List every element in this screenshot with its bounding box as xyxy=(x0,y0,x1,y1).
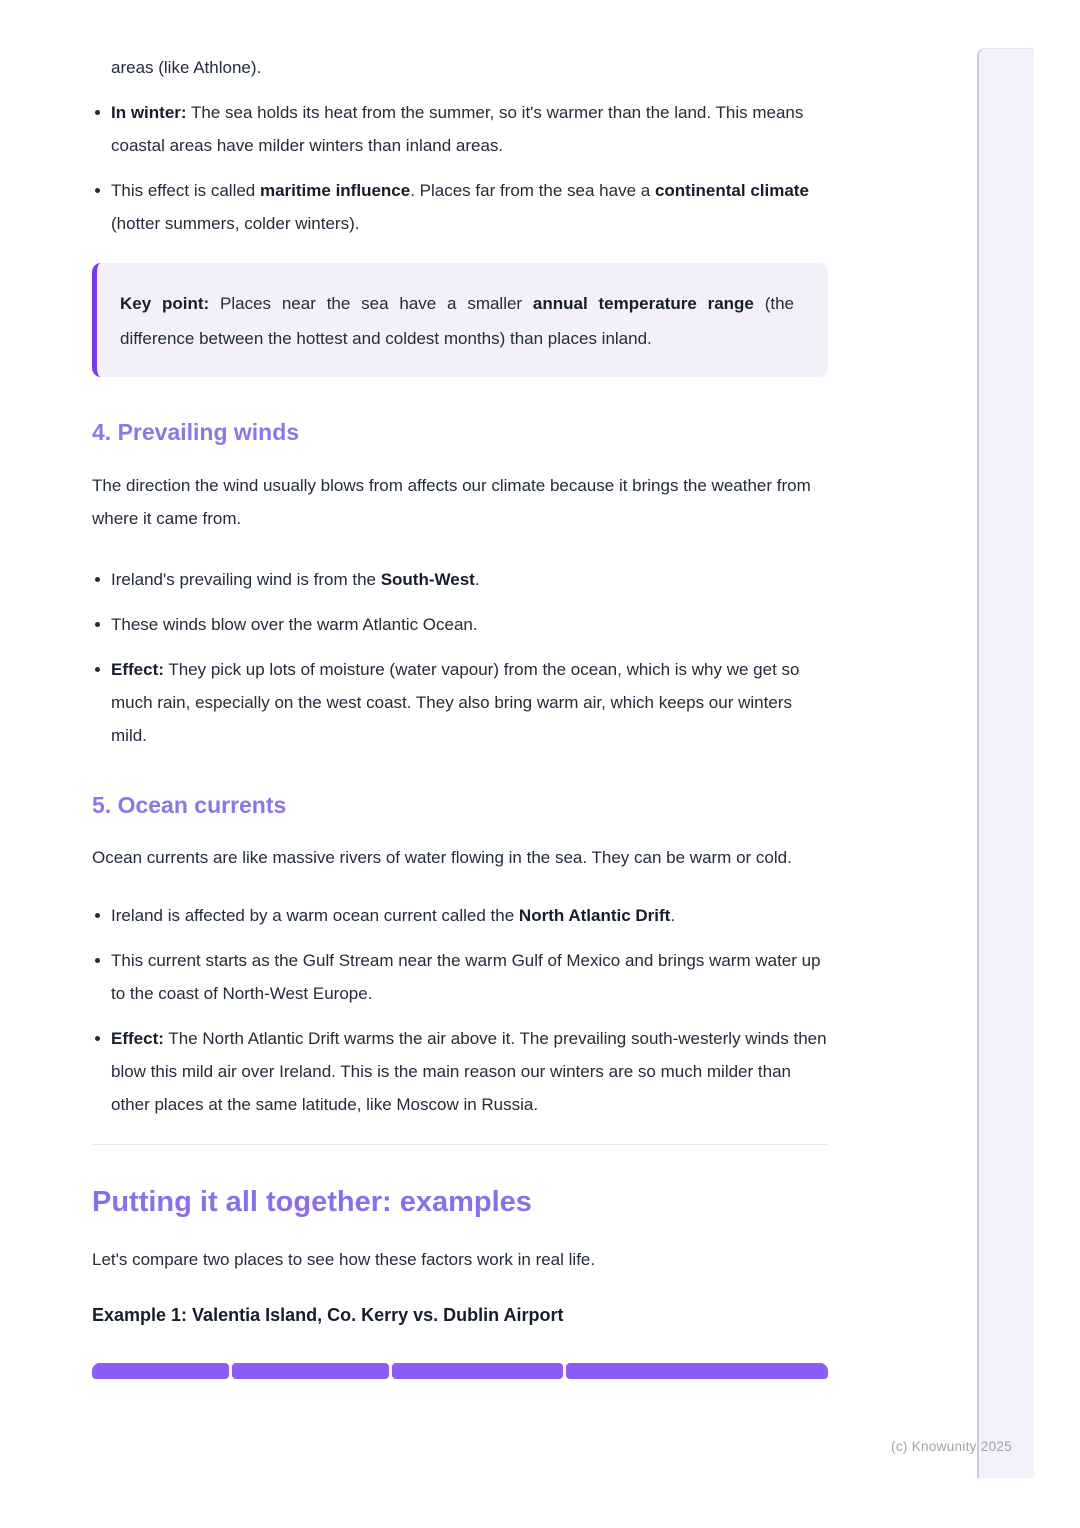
list-item-continuation xyxy=(92,51,828,84)
list-item xyxy=(92,944,828,1010)
list-item xyxy=(92,96,828,162)
list-item xyxy=(92,1022,828,1121)
bold-text-run: Effect: xyxy=(111,660,164,679)
text-run: These winds blow over the warm Atlantic Ocean. xyxy=(111,615,478,634)
table-header-cell xyxy=(232,1363,389,1379)
text-run: . xyxy=(670,906,676,925)
table-header-cell xyxy=(566,1363,828,1379)
key-point-text xyxy=(120,286,794,356)
bold-text-run: In winter: xyxy=(111,103,187,122)
table-header-cell xyxy=(92,1363,229,1379)
text-run: . Places far from the sea have a xyxy=(410,181,655,200)
ocean-currents-intro: Ocean currents are like massive rivers of water flowing in the sea. They can be warm or cold. xyxy=(92,848,792,867)
list-item xyxy=(92,653,828,752)
examples-heading: Putting it all together: examples xyxy=(92,1186,532,1218)
bold-text-run: continental climate xyxy=(654,181,809,200)
prevailing-winds-list xyxy=(92,563,828,752)
text-run: (the difference between the hottest and coldest months) than places inland. xyxy=(120,294,794,348)
example-1-heading: Example 1: Valentia Island, Co. Kerry vs. Dublin Airport xyxy=(92,1305,564,1325)
bold-text-run: South-West xyxy=(380,570,475,589)
key-point-callout xyxy=(92,263,828,377)
text-run: . xyxy=(474,570,480,589)
text-run: This effect is called xyxy=(111,181,260,200)
bold-text-run: Key point: xyxy=(120,294,210,313)
list-item xyxy=(92,899,828,932)
text-run: They pick up lots of moisture (water vapour) from the ocean, which is why we get so much rain, especially on the west coast. They also bring warm air, which keeps our winters mild. xyxy=(111,660,800,745)
text-run: Ireland's prevailing wind is from the xyxy=(111,570,381,589)
text-run: This current starts as the Gulf Stream near the warm Gulf of Mexico and brings warm water up to the coast of North-West Europe. xyxy=(111,951,821,1003)
bold-text-run: annual temperature range xyxy=(532,294,754,313)
section-heading-ocean-currents: 5. Ocean currents xyxy=(92,792,287,818)
section-divider xyxy=(92,1144,828,1145)
text-run: Ireland is affected by a warm ocean current called the xyxy=(111,906,519,925)
bold-text-run: Effect: xyxy=(111,1029,164,1048)
text-run: (hotter summers, colder winters). xyxy=(111,214,360,233)
text-run: Places near the sea have a smaller xyxy=(209,294,533,313)
list-item xyxy=(92,174,828,240)
copyright-watermark: (c) Knowunity 2025 xyxy=(891,1439,1012,1454)
bold-text-run: North Atlantic Drift xyxy=(518,906,671,925)
comparison-table-header xyxy=(92,1363,828,1379)
text-run: The sea holds its heat from the summer, so it's warmer than the land. This means coastal areas have milder winters than inland areas. xyxy=(111,103,804,155)
ocean-currents-list xyxy=(92,899,828,1121)
section-heading-prevailing-winds: 4. Prevailing winds xyxy=(92,419,300,445)
maritime-influence-list xyxy=(92,51,828,240)
prevailing-winds-intro: The direction the wind usually blows from affects our climate because it brings the weather from where it came from. xyxy=(92,476,811,528)
table-header-cell xyxy=(392,1363,563,1379)
examples-intro: Let's compare two places to see how these factors work in real life. xyxy=(92,1250,596,1269)
list-item xyxy=(92,563,828,596)
page-content xyxy=(92,0,828,1379)
text-run: The North Atlantic Drift warms the air above it. The prevailing south-westerly winds then blow this mild air over Ireland. This is the main reason our winters are so much milder than other places at the same latitude, like Moscow in Russia. xyxy=(111,1029,827,1114)
next-page-edge xyxy=(977,48,1034,1478)
text-run: areas (like Athlone). xyxy=(111,58,262,77)
list-item xyxy=(92,608,828,641)
bold-text-run: maritime influence xyxy=(259,181,411,200)
